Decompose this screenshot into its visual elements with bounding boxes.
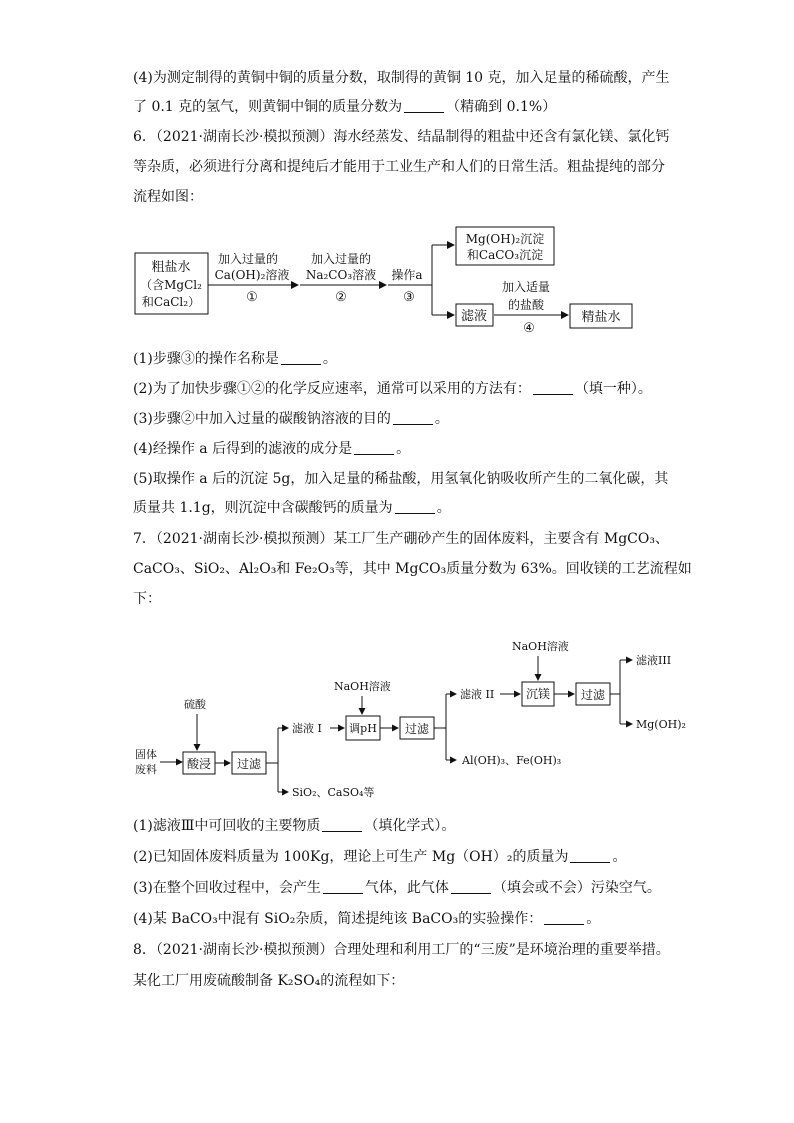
- filtrate2-label: 滤液 II: [460, 688, 495, 701]
- q8-stem-line1: 8．（2021·湖南长沙·模拟预测）合理处理和利用工厂的“三废”是环境治理的重要举措。: [133, 942, 670, 958]
- answer-blank[interactable]: [533, 380, 573, 395]
- q7-stem-line2: CaCO₃、SiO₂、Al₂O₃和 Fe₂O₃等，其中 MgCO₃质量分数为 63%。回收镁的工艺流程如: [133, 561, 692, 577]
- answer-blank[interactable]: [393, 410, 433, 425]
- q5-part4-line2: 了 0.1 克的氢气，则黄铜中铜的质量分数为 （精确到 0.1%）: [133, 99, 557, 115]
- q7-sub4: (4)某 BaCO₃中混有 SiO₂杂质，简述提纯该 BaCO₃的实验操作： 。: [133, 911, 601, 927]
- precipitate-label: Mg(OH)₂沉淀: [465, 232, 545, 246]
- answer-blank[interactable]: [323, 879, 363, 894]
- answer-blank[interactable]: [322, 817, 362, 832]
- answer-blank[interactable]: [570, 848, 610, 863]
- q6-sub3: (3)步骤②中加入过量的碳酸钠溶液的目的 。: [133, 411, 449, 427]
- q6-sub2: (2)为了加快步骤①②的化学反应速率，通常可以采用的方法有： （填一种）。: [133, 381, 652, 397]
- filter1-label: 过滤: [236, 757, 262, 771]
- step3-label: 操作a: [391, 268, 423, 282]
- q6-sub5-line1: (5)取操作 a 后的沉淀 5g，加入足量的稀盐酸，用氢氧化钠吸收所产生的二氧化碳，其: [133, 471, 669, 487]
- q8-stem-line2: 某化工厂用废硫酸制备 K₂SO₄的流程如下：: [133, 973, 405, 989]
- step4-label: 加入适量: [501, 280, 551, 294]
- brine-label: 粗盐水: [151, 260, 191, 275]
- naoh2-label: NaOH溶液: [512, 640, 569, 653]
- q7-sub1: (1)滤液Ⅲ中可回收的主要物质 （填化学式）。: [133, 818, 456, 834]
- waste-label-2: 废料: [135, 763, 157, 776]
- filtrate3-label: 滤液III: [636, 654, 672, 667]
- precipitate-mg-label: 沉镁: [525, 687, 551, 701]
- answer-blank[interactable]: [451, 879, 491, 894]
- step1-reagent: Ca(OH)₂溶液: [214, 268, 290, 282]
- q6-sub5-line2: 质量共 1.1g，则沉淀中含碳酸钙的质量为 。: [133, 500, 451, 516]
- q7-sub2: (2)已知固体废料质量为 100Kg，理论上可生产 Mg（OH）₂的质量为 。: [133, 849, 627, 865]
- naoh1-label: NaOH溶液: [334, 680, 391, 693]
- step2-reagent: Na₂CO₃溶液: [305, 268, 377, 282]
- filter2-label: 过滤: [404, 722, 430, 736]
- q5-part4-line1: (4)为测定制得的黄铜中铜的质量分数，取制得的黄铜 10 克，加入足量的稀硫酸，产生: [133, 70, 670, 86]
- leach-label: 酸浸: [186, 757, 212, 771]
- step3-number: ③: [403, 290, 415, 305]
- waste-label: 固体: [135, 748, 157, 761]
- brine-label-3: 和CaCl₂）: [141, 295, 201, 309]
- q7-stem-line1: 7．（2021·湖南长沙·模拟预测）某工厂生产硼砂产生的固体废料，主要含有 MgCO₃、: [133, 531, 669, 547]
- q7-flow-diagram: [0, 630, 794, 810]
- precipitate-label-2: 和CaCO₃沉淀: [466, 248, 544, 262]
- answer-blank[interactable]: [395, 499, 435, 514]
- q6-sub1: (1)步骤③的操作名称是 。: [133, 351, 337, 367]
- adjust-ph-label: 调pH: [349, 722, 377, 735]
- step2-label: 加入过量的: [310, 252, 372, 266]
- filtrate1-label: 滤液 I: [292, 722, 322, 735]
- q6-sub4: (4)经操作 a 后得到的滤液的成分是 。: [133, 441, 411, 457]
- q7-stem-line3: 下：: [133, 591, 161, 607]
- step1-number: ①: [246, 290, 258, 305]
- q7-sub3: (3)在整个回收过程中，会产生 气体，此气体 （填会或不会）污染空气。: [133, 880, 661, 896]
- answer-blank[interactable]: [404, 98, 444, 113]
- q6-stem-line2: 等杂质，必须进行分离和提纯后才能用于工业生产和人们的日常生活。粗盐提纯的部分: [133, 159, 665, 175]
- step2-number: ②: [335, 290, 347, 305]
- answer-blank[interactable]: [354, 440, 394, 455]
- step4-number: ④: [523, 321, 535, 336]
- step4-reagent: 的盐酸: [507, 298, 545, 312]
- residue2-label: Al(OH)₃、Fe(OH)₃: [462, 754, 562, 767]
- filtrate-label: 滤液: [460, 309, 488, 324]
- filter3-label: 过滤: [580, 688, 606, 702]
- q6-stem-line1: 6．（2021·湖南长沙·模拟预测）海水经蒸发、结晶制得的粗盐中还含有氯化镁、氯化钙: [133, 129, 670, 145]
- brine-label-2: （含MgCl₂: [140, 278, 202, 292]
- q6-flow-diagram: [0, 215, 794, 340]
- mgoh2-label: Mg(OH)₂: [636, 718, 686, 731]
- answer-blank[interactable]: [281, 350, 321, 365]
- acid-label: 硫酸: [184, 698, 206, 711]
- residue1-label: SiO₂、CaSO₄等: [292, 786, 375, 799]
- product-label: 精盐水: [581, 310, 621, 325]
- step1-label: 加入过量的: [217, 252, 279, 266]
- answer-blank[interactable]: [544, 910, 584, 925]
- q6-stem-line3: 流程如图：: [133, 189, 203, 205]
